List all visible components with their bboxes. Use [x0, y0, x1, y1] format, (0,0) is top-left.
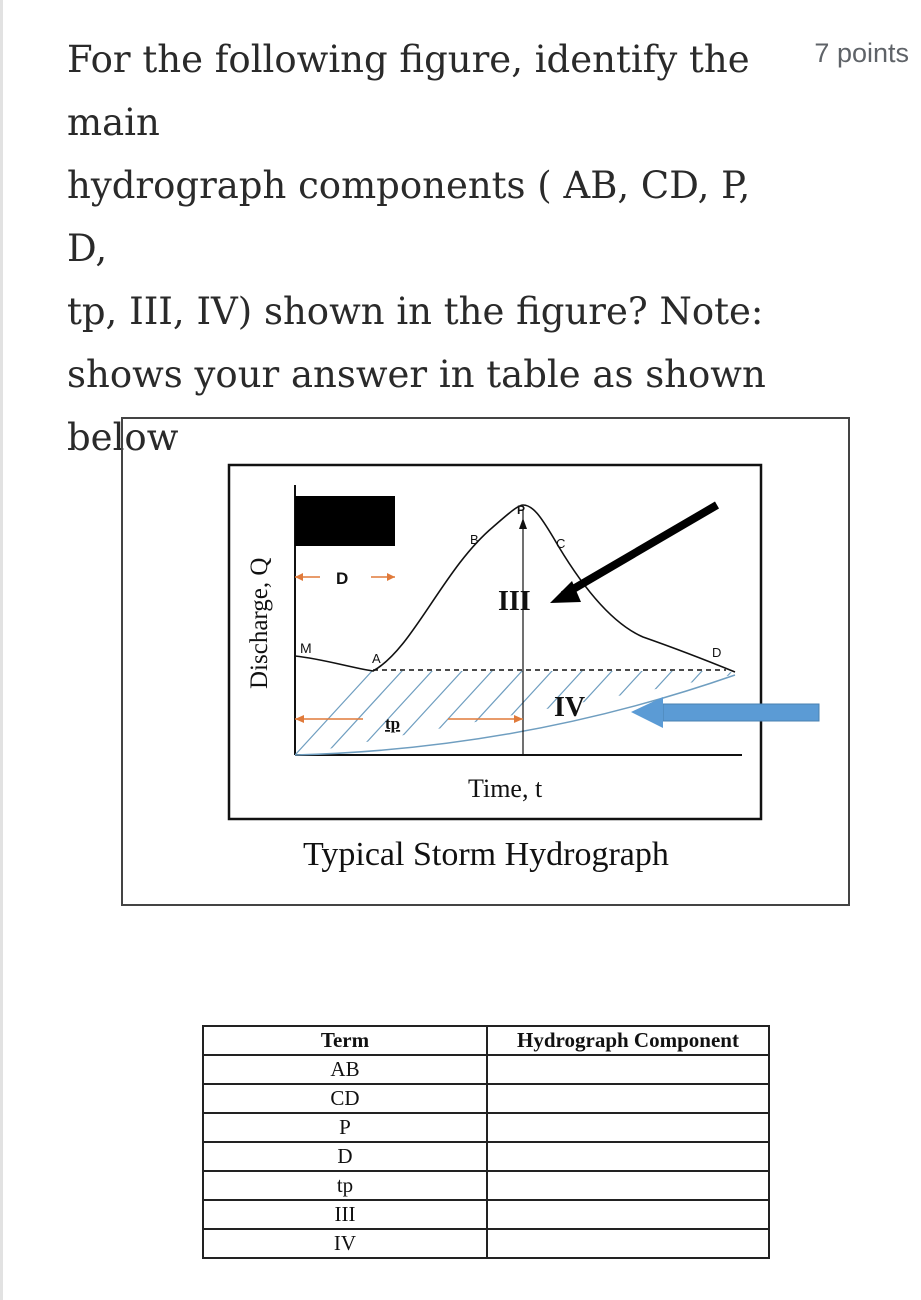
tp-arrowhead-left	[295, 715, 304, 723]
label-M: M	[300, 640, 312, 656]
question-line-3: tp, III, IV) shown in the figure? Note:	[67, 290, 764, 333]
page-left-border	[0, 0, 3, 1300]
term-cell: IV	[203, 1229, 487, 1258]
term-cell: AB	[203, 1055, 487, 1084]
blue-arrow-head	[631, 697, 663, 728]
term-cell: P	[203, 1113, 487, 1142]
component-cell[interactable]	[487, 1171, 769, 1200]
blue-arrow-shaft	[663, 704, 819, 721]
component-cell[interactable]	[487, 1055, 769, 1084]
figure-caption: Typical Storm Hydrograph	[303, 836, 669, 873]
hydrograph-figure	[123, 419, 848, 904]
question-line-4: shows your answer in table as shown	[67, 353, 766, 396]
label-A: A	[372, 651, 381, 666]
table-row	[203, 1113, 769, 1142]
table-row	[203, 1200, 769, 1229]
component-cell[interactable]	[487, 1200, 769, 1229]
component-cell[interactable]	[487, 1084, 769, 1113]
label-B: B	[470, 532, 479, 547]
label-C: C	[556, 536, 566, 551]
header-component: Hydrograph Component	[487, 1026, 769, 1055]
duration-arrowhead-left	[295, 573, 303, 581]
label-tp: tp	[385, 714, 401, 733]
table-row	[203, 1084, 769, 1113]
table-row	[203, 1055, 769, 1084]
term-cell: III	[203, 1200, 487, 1229]
table-row	[203, 1171, 769, 1200]
label-III: III	[498, 586, 531, 617]
term-cell: D	[203, 1142, 487, 1171]
rainfall-bar	[295, 496, 395, 546]
label-D-end: D	[712, 645, 722, 660]
table-row	[203, 1229, 769, 1258]
points-label: 7 points	[814, 38, 909, 68]
question-line-1: For the following figure, identify the main	[67, 38, 750, 144]
question-line-2: hydrograph components ( AB, CD, P, D,	[67, 164, 751, 270]
question-line-5: below	[67, 416, 179, 459]
table-header-row	[203, 1026, 769, 1055]
question-text	[67, 28, 777, 469]
header-term: Term	[203, 1026, 487, 1055]
black-arrow-shaft	[563, 505, 717, 595]
x-axis-label: Time, t	[468, 774, 543, 803]
label-P: P	[517, 503, 526, 517]
label-D-duration: D	[336, 569, 349, 588]
y-axis-label: Discharge, Q	[246, 557, 273, 689]
component-cell[interactable]	[487, 1113, 769, 1142]
component-cell[interactable]	[487, 1229, 769, 1258]
table-row	[203, 1142, 769, 1171]
duration-arrowhead-right	[387, 573, 395, 581]
label-IV: IV	[554, 692, 586, 723]
term-cell: tp	[203, 1171, 487, 1200]
tp-arrowhead-right	[514, 715, 523, 723]
answer-table	[202, 1025, 770, 1259]
figure-frame	[121, 417, 850, 906]
peak-arrowhead	[519, 518, 527, 529]
component-cell[interactable]	[487, 1142, 769, 1171]
term-cell: CD	[203, 1084, 487, 1113]
